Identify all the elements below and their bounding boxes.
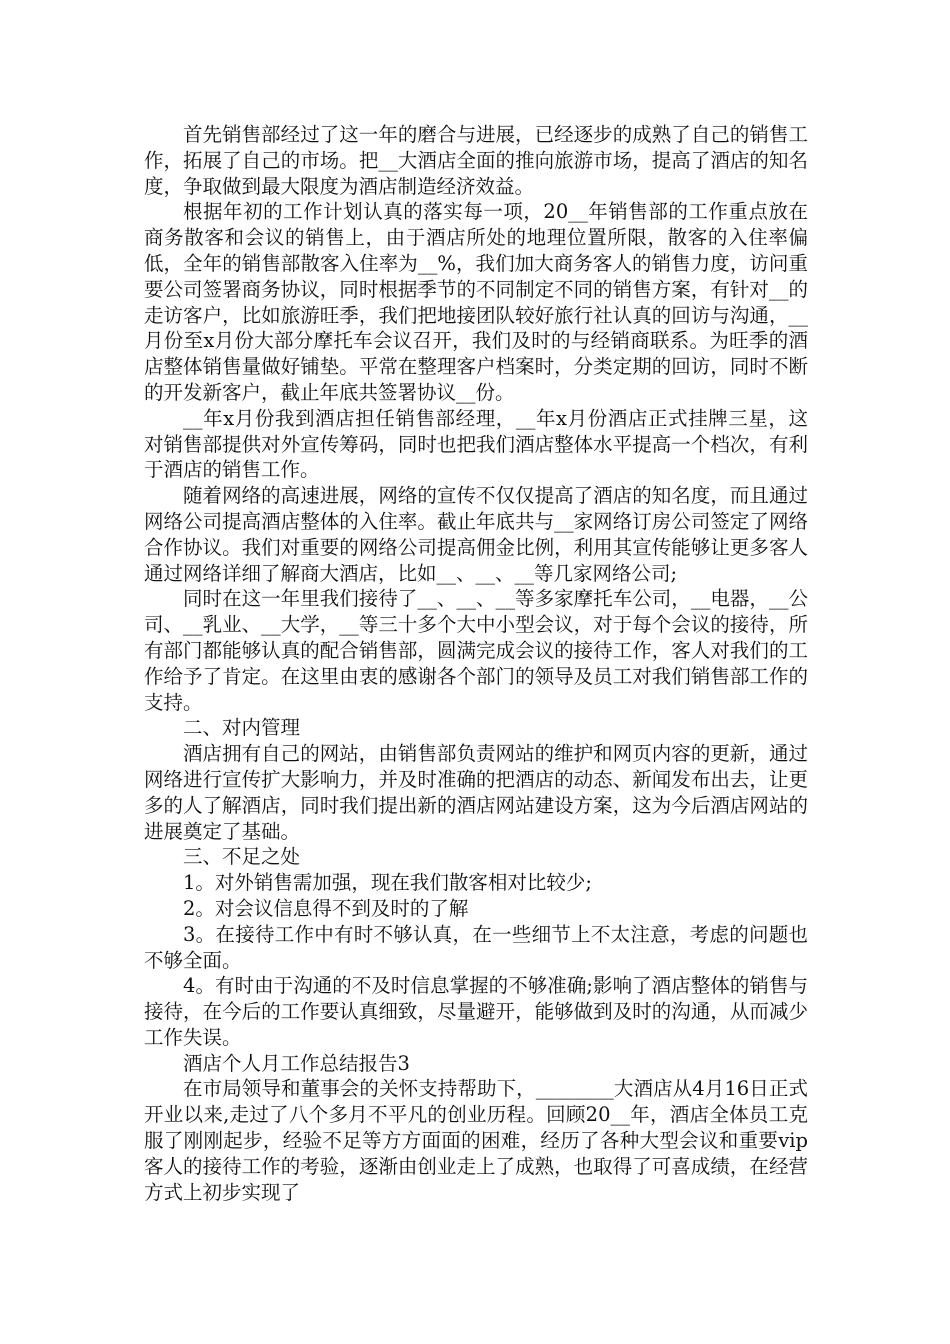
- list-item: 4。有时由于沟通的不及时信息掌握的不够准确;影响了酒店整体的销售与接待，在今后的工作要认真细致，尽量避开，能够做到及时的沟通，从而减少工作失误。: [144, 974, 808, 1049]
- paragraph: 随着网络的高速进展，网络的宣传不仅仅提高了酒店的知名度，而且通过网络公司提高酒店整体的入住率。截止年底共与__家网络订房公司签定了网络合作协议。我们对重要的网络公司提高佣金比例，利用其宣传能够让更多客人通过网络详细了解商大酒店，比如__、__、__等几家网络公司;: [144, 484, 808, 585]
- section-heading: 三、不足之处: [183, 845, 301, 869]
- document-body: [144, 122, 808, 1205]
- list-item: 1。对外销售需加强，现在我们散客相对比较少;: [183, 871, 592, 895]
- paragraph: 同时在这一年里我们接待了__、__、__等多家摩托车公司，__电器，__公司、__乳业、__大学，__等三十多个大中小型会议，对于每个会议的接待，所有部门都能够认真的配合销售部，圆满完成会议的接待工作，客人对我们的工作给予了肯定。在这里由衷的感谢各个部门的领导及员工对我们销售部工作的支持。: [144, 587, 808, 714]
- list-item: 3。在接待工作中有时不够认真，在一些细节上不太注意，考虑的问题也不够全面。: [144, 922, 808, 972]
- list-item: 2。对会议信息得不到及时的了解: [183, 896, 469, 920]
- section-heading: 二、对内管理: [183, 716, 301, 740]
- paragraph: 在市局领导和董事会的关怀支持帮助下，________大酒店从4月16日正式开业以来,走过了八个多月不平凡的创业历程。回顾20__年，酒店全体员工克服了刚刚起步，经验不足等方方面面的困难，经历了各种大型会议和重要vip客人的接待工作的考验，逐渐由创业走上了成熟，也取得了可喜成绩，在经营方式上初步实现了: [144, 1077, 808, 1204]
- paragraph: 首先销售部经过了这一年的磨合与进展，已经逐步的成熟了自己的销售工作，拓展了自己的市场。把__大酒店全面的推向旅游市场，提高了酒店的知名度，争取做到最大限度为酒店制造经济效益。: [144, 123, 808, 198]
- paragraph: __年x月份我到酒店担任销售部经理，__年x月份酒店正式挂牌三星，这对销售部提供对外宣传筹码，同时也把我们酒店整体水平提高一个档次，有利于酒店的销售工作。: [144, 406, 808, 482]
- paragraph: 酒店拥有自己的网站，由销售部负责网站的维护和网页内容的更新，通过网络进行宣传扩大影响力，并及时准确的把酒店的动态、新闻发布出去，让更多的人了解酒店，同时我们提出新的酒店网站建设方案，这为今后酒店网站的进展奠定了基础。: [144, 742, 808, 843]
- paragraph: 根据年初的工作计划认真的落实每一项，20__年销售部的工作重点放在商务散客和会议的销售上，由于酒店所处的地理位置所限，散客的入住率偏低，全年的销售部散客入住率为__%，我们加大商务客人的销售力度，访问重要公司签署商务协议，同时根据季节的不同制定不同的销售方案，有针对__的走访客户，比如旅游旺季，我们把地接团队较好旅行社认真的回访与沟通，__月份至x月份大部分摩托车会议召开，我们及时的与经销商联系。为旺季的酒店整体销售量做好铺垫。平常在整理客户档案时，分类定期的回访，同时不断的开发新客户，截止年底共签署协议__份。: [144, 200, 808, 404]
- report-title: 酒店个人月工作总结报告3: [183, 1051, 410, 1075]
